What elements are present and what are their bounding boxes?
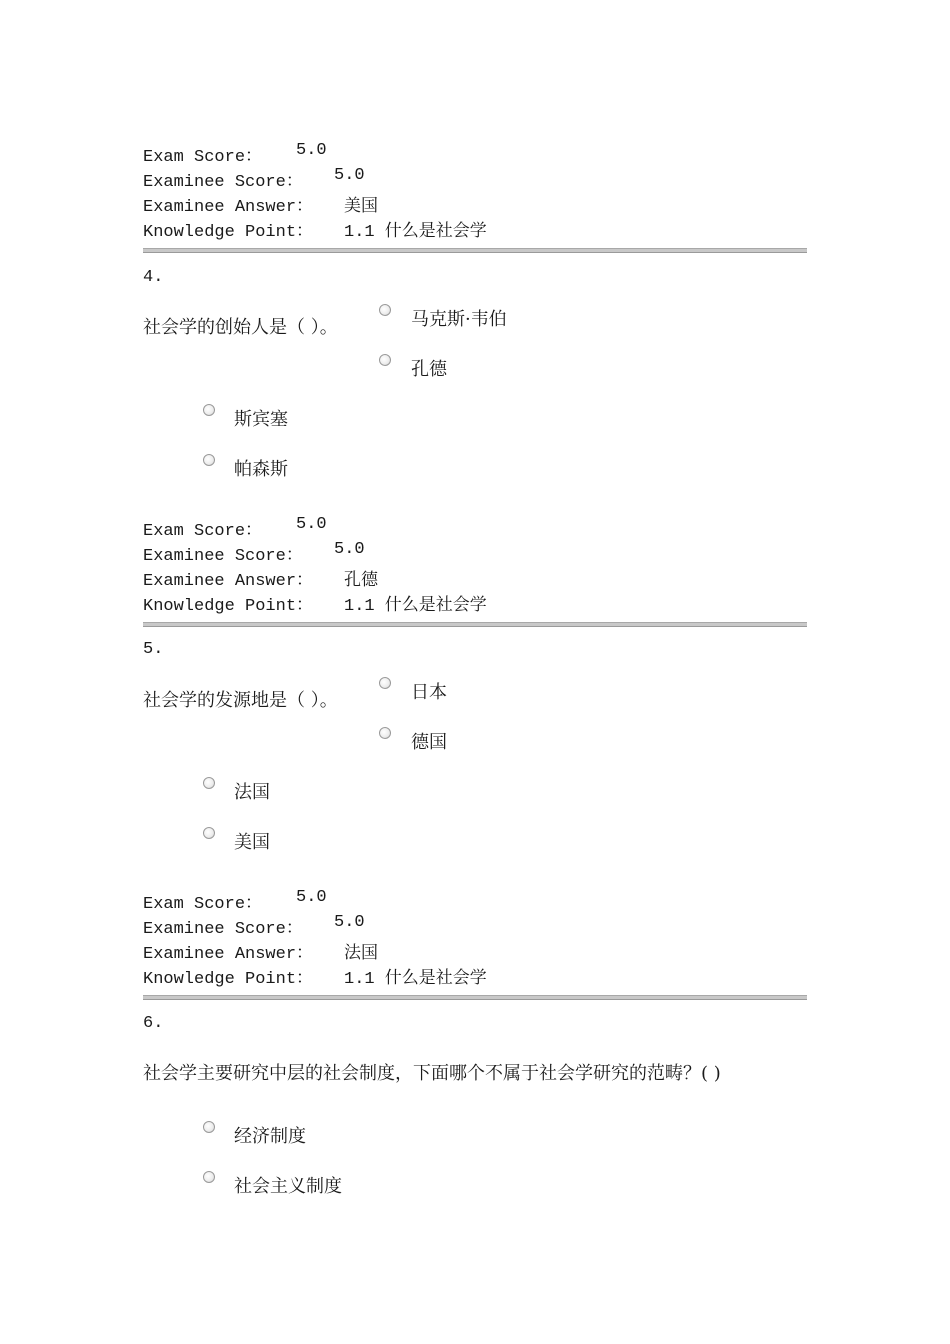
knowledge-point-value: 1.1 什么是社会学 (344, 970, 487, 989)
question-number: 6. (143, 1014, 164, 1033)
option-c-label: 斯宾塞 (234, 409, 288, 430)
radio-option-b[interactable] (203, 1171, 215, 1183)
radio-option-a[interactable] (203, 1121, 215, 1133)
option-a-label: 马克斯·韦伯 (411, 309, 507, 330)
question-text: 社会学的发源地是（ ）。 (143, 690, 338, 711)
exam-score-value: 5.0 (296, 888, 327, 907)
divider (143, 248, 807, 253)
examinee-answer-value: 美国 (344, 198, 378, 217)
examinee-score-value: 5.0 (334, 913, 365, 932)
radio-option-a[interactable] (379, 677, 391, 689)
exam-score-label: Exam Score： (143, 522, 263, 541)
exam-score-label: Exam Score： (143, 895, 263, 914)
radio-option-b[interactable] (379, 354, 391, 366)
exam-score-value: 5.0 (296, 515, 327, 534)
examinee-score-value: 5.0 (334, 540, 365, 559)
option-a-label: 经济制度 (234, 1126, 306, 1147)
radio-option-d[interactable] (203, 454, 215, 466)
knowledge-point-label: Knowledge Point： (143, 223, 314, 242)
examinee-answer-label: Examinee Answer： (143, 572, 314, 591)
knowledge-point-label: Knowledge Point： (143, 970, 314, 989)
knowledge-point-value: 1.1 什么是社会学 (344, 597, 487, 616)
examinee-score-label: Examinee Score： (143, 173, 303, 192)
radio-option-a[interactable] (379, 304, 391, 316)
option-c-label: 法国 (234, 782, 270, 803)
divider (143, 995, 807, 1000)
option-b-label: 社会主义制度 (234, 1176, 342, 1197)
question-number: 5. (143, 640, 164, 659)
radio-option-c[interactable] (203, 404, 215, 416)
examinee-score-label: Examinee Score： (143, 547, 303, 566)
option-d-label: 帕森斯 (234, 459, 288, 480)
examinee-answer-value: 法国 (344, 945, 378, 964)
radio-option-c[interactable] (203, 777, 215, 789)
question-text: 社会学的创始人是（ ）。 (143, 317, 338, 338)
knowledge-point-label: Knowledge Point： (143, 597, 314, 616)
examinee-answer-value: 孔德 (344, 572, 378, 591)
option-a-label: 日本 (411, 682, 447, 703)
option-b-label: 孔德 (411, 359, 447, 380)
option-b-label: 德国 (411, 732, 447, 753)
radio-option-b[interactable] (379, 727, 391, 739)
radio-option-d[interactable] (203, 827, 215, 839)
exam-score-label: Exam Score： (143, 148, 263, 167)
exam-score-value: 5.0 (296, 141, 327, 160)
examinee-answer-label: Examinee Answer： (143, 198, 314, 217)
examinee-answer-label: Examinee Answer： (143, 945, 314, 964)
question-number: 4. (143, 268, 164, 287)
examinee-score-label: Examinee Score： (143, 920, 303, 939)
option-d-label: 美国 (234, 832, 270, 853)
divider (143, 622, 807, 627)
question-text: 社会学主要研究中层的社会制度，下面哪个不属于社会学研究的范畴？( ) (143, 1063, 721, 1084)
knowledge-point-value: 1.1 什么是社会学 (344, 223, 487, 242)
examinee-score-value: 5.0 (334, 166, 365, 185)
